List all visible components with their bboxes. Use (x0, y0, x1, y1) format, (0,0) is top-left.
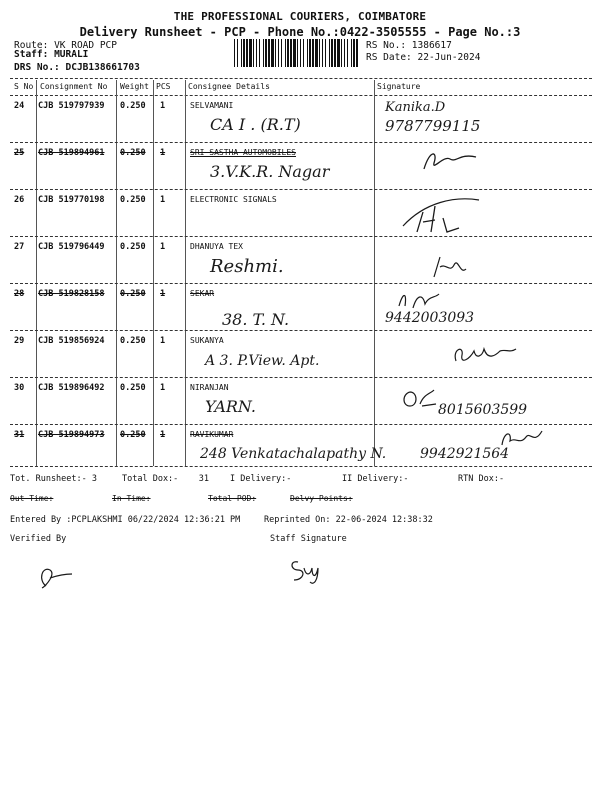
col-weight: Weight (120, 82, 149, 91)
tot-runsheet: Tot. Runsheet:- 3 (10, 474, 97, 484)
signature-scribble (430, 251, 470, 281)
sno-cell: 28 (14, 289, 25, 299)
consignment-cell: CJB 519894973 (38, 430, 105, 440)
barcode-bar (341, 39, 342, 67)
rs-date-label: RS Date: (366, 52, 412, 63)
barcode-bar (297, 39, 298, 67)
drs-value: DCJB138661703 (65, 62, 140, 73)
table-row (0, 96, 600, 142)
barcode-bar (241, 39, 242, 67)
barcode-bar (256, 39, 257, 67)
barcode-bar (259, 39, 260, 67)
sno-cell: 31 (14, 430, 25, 440)
entered-by: Entered By :PCPLAKSHMI 06/22/2024 12:36:21 PM (10, 515, 241, 525)
barcode-bar (281, 39, 282, 67)
consignee-cell: SUKANYA (190, 336, 224, 345)
barcode-bar (285, 39, 286, 67)
barcode-bar (278, 39, 279, 67)
total-dox: Total Dox:- 31 (122, 474, 209, 484)
consignee-cell: SEKAR (190, 289, 215, 298)
verifier-signature (36, 562, 76, 592)
barcode-bar (263, 39, 264, 67)
barcode-bar (246, 39, 248, 67)
weight-cell: 0.250 (120, 383, 146, 393)
delvy-points: Delvy Points: (290, 494, 353, 503)
barcode-bar (325, 39, 326, 67)
table-row (0, 378, 600, 424)
staff-signature-label: Staff Signature (270, 534, 347, 544)
handwritten-name: Kanika.D (385, 100, 446, 115)
barcode-bar (243, 39, 245, 67)
barcode-bar (268, 39, 270, 67)
pcs-cell: 1 (160, 195, 166, 205)
company-name: THE PROFESSIONAL COURIERS, COIMBATORE (173, 10, 427, 23)
table-row (0, 190, 600, 236)
barcode-bar (290, 39, 292, 67)
staff-signature-mark (286, 554, 326, 588)
table-row (0, 284, 600, 330)
weight-cell: 0.250 (120, 195, 146, 205)
consignment-cell: CJB 519770198 (38, 195, 105, 205)
signature-scribble (450, 339, 520, 369)
in-time: In Time: (112, 494, 151, 503)
weight-cell: 0.250 (120, 430, 146, 440)
handwritten-phone: 9442003093 (385, 310, 475, 326)
consignee-cell: NIRANJAN (190, 383, 229, 392)
barcode-bar (329, 39, 330, 67)
rs-date-value: 22-Jun-2024 (417, 52, 481, 63)
pcs-cell: 1 (160, 336, 166, 346)
col-pcs: PCS (156, 82, 171, 91)
barcode-bar (344, 39, 345, 67)
col-consignee: Consignee Details (188, 82, 270, 91)
consignment-cell: CJB 519796449 (38, 242, 105, 252)
table-row (0, 331, 600, 377)
barcode-bar (334, 39, 336, 67)
header-top-rule (10, 78, 592, 79)
ii-delivery: II Delivery:- (342, 474, 409, 484)
barcode-bar (287, 39, 289, 67)
table-row (0, 425, 600, 471)
barcode-bar (300, 39, 301, 67)
handwritten-address: 3.V.K.R. Nagar (210, 162, 330, 181)
barcode-bar (312, 39, 314, 67)
weight-cell: 0.250 (120, 336, 146, 346)
consignment-cell: CJB 519828158 (38, 289, 105, 299)
drs-label: DRS No.: (14, 62, 60, 73)
barcode-bar (253, 39, 254, 67)
staff-label: Staff: (14, 49, 49, 60)
barcode-bar (331, 39, 333, 67)
barcode-bar (322, 39, 323, 67)
consignment-cell: CJB 519894961 (38, 148, 105, 158)
table-header (0, 82, 600, 96)
barcode-bar (249, 39, 252, 67)
handwritten-address: Reshmi. (210, 256, 284, 277)
consignee-cell: DHANUYA TEX (190, 242, 243, 251)
barcode-image (234, 39, 358, 67)
handwritten-address: CA I . (R.T) (210, 115, 301, 134)
rs-no-value: 1386617 (411, 40, 452, 51)
barcode-bar (315, 39, 318, 67)
barcode-bar (234, 39, 235, 67)
sno-cell: 27 (14, 242, 25, 252)
route-label: Route: (14, 40, 49, 51)
table-row (0, 143, 600, 189)
barcode-bar (307, 39, 308, 67)
signature-scribble (400, 386, 440, 410)
barcode-bar (271, 39, 274, 67)
handwritten-address: 248 Venkatachalapathy N. (200, 446, 387, 462)
signature-scribble (395, 192, 485, 236)
drs-line (14, 62, 140, 73)
out-time: Out Time: (10, 494, 54, 503)
consignment-cell: CJB 519797939 (38, 101, 105, 111)
reprinted-on: Reprinted On: 22-06-2024 12:38:32 (264, 515, 433, 525)
col-signature: Signature (377, 82, 421, 91)
consignee-cell: SRI SASTHA AUTOMOBILES (190, 148, 296, 157)
rs-no-label: RS No.: (366, 40, 407, 51)
barcode-bar (309, 39, 311, 67)
handwritten-address: 38. T. N. (222, 310, 290, 329)
barcode-bar (356, 39, 358, 67)
consignment-cell: CJB 519856924 (38, 336, 105, 346)
i-delivery: I Delivery:- (230, 474, 292, 484)
weight-cell: 0.250 (120, 101, 146, 111)
staff-value: MURALI (54, 49, 89, 60)
consignment-cell: CJB 519896492 (38, 383, 105, 393)
pcs-cell: 1 (160, 383, 166, 393)
barcode-bar (275, 39, 276, 67)
handwritten-address: A 3. P.View. Apt. (205, 353, 320, 369)
barcode-bar (353, 39, 355, 67)
rtn-dox: RTN Dox:- (458, 474, 505, 484)
weight-cell: 0.250 (120, 148, 146, 158)
route-value: VK ROAD PCP (54, 40, 117, 51)
consignee-cell: SELVAMANI (190, 101, 234, 110)
table-row (0, 237, 600, 283)
pcs-cell: 1 (160, 148, 166, 158)
handwritten-address: YARN. (205, 397, 256, 416)
pcs-cell: 1 (160, 289, 166, 299)
pcs-cell: 1 (160, 430, 166, 440)
rs-date-line (366, 52, 480, 63)
consignee-cell: RAVIKUMAR (190, 430, 234, 439)
handwritten-phone: 9787799115 (385, 117, 481, 135)
runsheet-title: Delivery Runsheet - PCP - Phone No.:0422-3505555 - Page No.:3 (79, 25, 521, 39)
handwritten-phone: 9942921564 (420, 446, 510, 462)
sno-cell: 30 (14, 383, 25, 393)
sno-cell: 26 (14, 195, 25, 205)
barcode-bar (237, 39, 238, 67)
verified-by-label: Verified By (10, 534, 67, 544)
signature-scribble (420, 147, 480, 177)
weight-cell: 0.250 (120, 289, 146, 299)
barcode-bar (303, 39, 304, 67)
weight-cell: 0.250 (120, 242, 146, 252)
staff-line (14, 49, 88, 60)
sno-cell: 29 (14, 336, 25, 346)
barcode-bar (337, 39, 340, 67)
barcode-bar (293, 39, 296, 67)
row-rule (10, 466, 592, 467)
barcode-bar (319, 39, 320, 67)
sno-cell: 25 (14, 148, 25, 158)
pcs-cell: 1 (160, 242, 166, 252)
sno-cell: 24 (14, 101, 25, 111)
pcs-cell: 1 (160, 101, 166, 111)
consignee-cell: ELECTRONIC SIGNALS (190, 195, 277, 204)
handwritten-phone: 8015603599 (438, 402, 528, 418)
col-sno: S No (14, 82, 34, 91)
rs-no-line (366, 40, 452, 51)
barcode-bar (351, 39, 352, 67)
col-consignment: Consignment No (40, 82, 108, 91)
total-pod: Total POD: (208, 494, 257, 503)
barcode-bar (347, 39, 348, 67)
signature-scribble (395, 288, 445, 312)
barcode-bar (265, 39, 267, 67)
